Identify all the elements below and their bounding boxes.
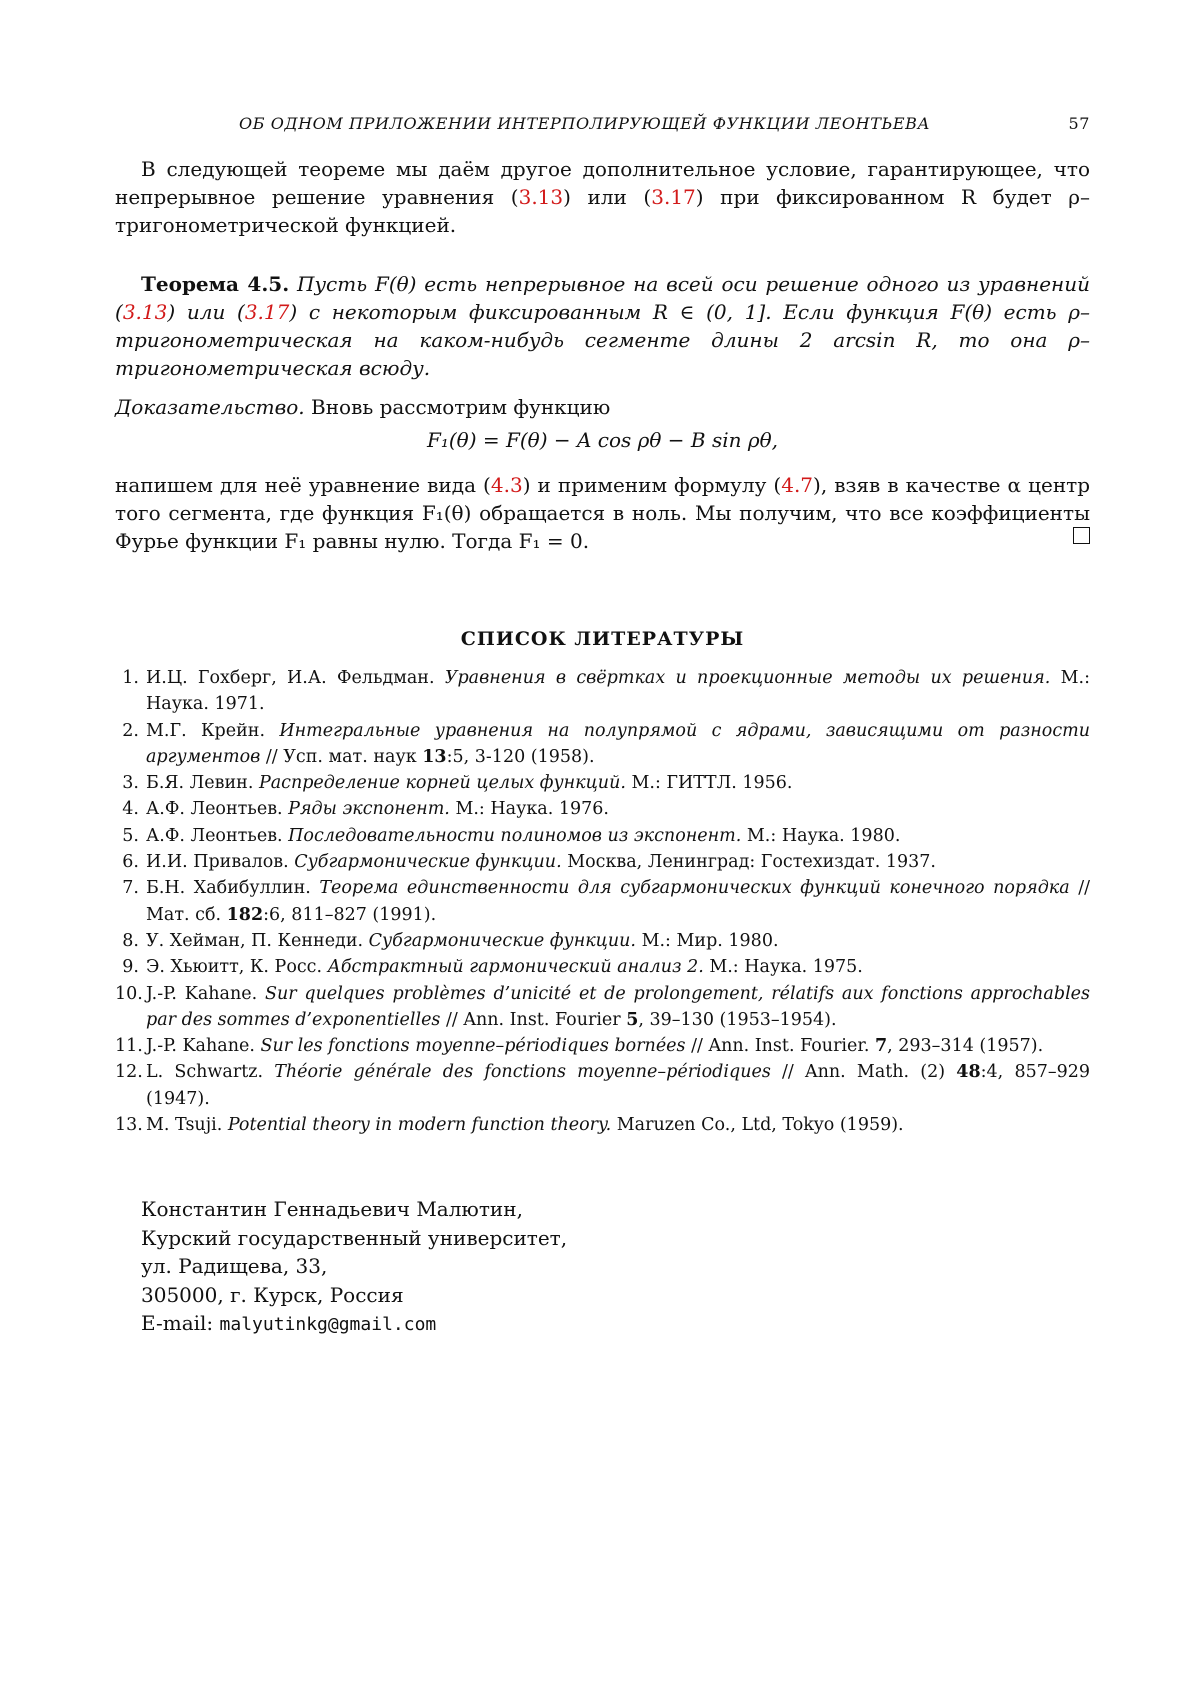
reference-authors: У. Хейман, П. Кеннеди. [146, 930, 369, 951]
reference-details: :6, 811–827 (1991). [263, 904, 437, 925]
reference-source: // Мат. сб. [146, 878, 1090, 925]
reference-authors: Б.Я. Левин. [146, 773, 259, 794]
reference-source: М.: Наука. 1980. [741, 825, 901, 846]
intro-text: ) или ( [563, 185, 652, 209]
email-label: E-mail: [141, 1311, 220, 1335]
reference-authors: J.-P. Kahane. [146, 983, 265, 1004]
reference-source: М.: Наука. 1975. [703, 957, 863, 978]
reference-item [115, 823, 1090, 849]
reference-title: Теорема единственности для субгармонических функций конечного порядка [319, 878, 1070, 899]
reference-source: М.: Наука. 1976. [449, 799, 609, 820]
reference-item [115, 954, 1090, 980]
reference-item [115, 1112, 1090, 1138]
reference-title: Абстрактный гармонический анализ 2. [327, 957, 704, 978]
author-city: 305000, г. Курск, Россия [141, 1282, 404, 1307]
reference-authors: J.-P. Kahane. [146, 1036, 261, 1057]
reference-volume: 13 [422, 746, 447, 767]
reference-number: 8. [122, 930, 139, 951]
reference-source: М.: Наука. 1971. [146, 668, 1090, 715]
reference-number: 2. [122, 720, 139, 741]
references-heading: СПИСОК ЛИТЕРАТУРЫ [460, 628, 745, 650]
reference-item [115, 665, 1090, 718]
reference-source: // Усп. мат. наук [260, 746, 423, 767]
reference-source: М.: Мир. 1980. [636, 930, 779, 951]
reference-source: // Ann. Inst. Fourier [440, 1009, 627, 1030]
intro-text: ) при фиксированном R будет ρ–тригонометрической функцией. [115, 185, 1090, 237]
reference-source: // Ann. Math. (2) [770, 1062, 957, 1083]
theorem-text: Пусть F(θ) есть непрерывное на всей оси решение одного из уравнений ( [115, 272, 1090, 324]
reference-source: // Ann. Inst. Fourier. [685, 1036, 875, 1057]
eq-link-3-13[interactable]: 3.13 [518, 185, 564, 209]
reference-item [115, 1033, 1090, 1059]
reference-authors: А.Ф. Леонтьев. [146, 799, 289, 820]
theorem-text: ) или ( [167, 300, 245, 324]
reference-title: Potential theory in modern function theory. [227, 1115, 612, 1136]
eq-link-3-17[interactable]: 3.17 [244, 300, 290, 324]
running-header [115, 114, 1090, 138]
reference-source: Maruzen Co., Ltd, Tokyo (1959). [611, 1115, 904, 1136]
reference-details: :4, 857–929 (1947). [146, 1062, 1090, 1109]
reference-number: 13. [115, 1115, 143, 1136]
reference-item [115, 796, 1090, 822]
reference-item [115, 718, 1090, 771]
proof-text: ), взяв в качестве α центр того сегмента, где функция F₁(θ) обращается в ноль. Мы получим, что все коэффициенты Фурье функции F₁ равны нулю. Тогда F₁ = 0. [115, 473, 1091, 553]
reference-authors: И.И. Привалов. [146, 852, 295, 873]
theorem-paragraph [115, 270, 1090, 382]
proof-label: Доказательство. [115, 395, 305, 419]
reference-number: 3. [122, 773, 139, 794]
reference-number: 6. [122, 852, 139, 873]
reference-details: , 39–130 (1953–1954). [638, 1009, 837, 1030]
eq-link-4-3[interactable]: 4.3 [490, 473, 523, 497]
reference-title: Уравнения в свёртках и проекционные методы их решения. [444, 668, 1051, 688]
reference-volume: 182 [226, 904, 264, 925]
reference-authors: И.Ц. Гохберг, И.А. Фельдман. [146, 668, 445, 688]
reference-item [115, 928, 1090, 954]
reference-source: Москва, Ленинград: Гостехиздат. 1937. [561, 852, 936, 873]
reference-number: 7. [122, 878, 139, 899]
reference-volume: 48 [956, 1062, 981, 1083]
reference-details: :5, 3-120 (1958). [446, 746, 595, 767]
eq-link-3-13[interactable]: 3.13 [122, 300, 168, 324]
author-name: Константин Геннадьевич Малютин, [141, 1197, 523, 1221]
reference-title: Субгармонические функции. [294, 852, 562, 873]
reference-title: Sur quelques problèmes d’unicité et de prolongement, rélatifs aux fonctions approchables par des sommes d’exponentielles [146, 983, 1091, 1030]
theorem-label: Теорема 4.5. [141, 272, 290, 296]
proof-intro [115, 393, 1090, 421]
reference-title: Последовательности полиномов из экспонент. [288, 825, 742, 846]
reference-authors: M. Tsuji. [146, 1115, 228, 1136]
author-affiliation: Курский государственный университет, [141, 1225, 568, 1250]
proof-text: напишем для неё уравнение вида ( [115, 473, 491, 497]
reference-title: Распределение корней целых функций. [258, 773, 626, 794]
reference-title: Субгармонические функции. [368, 930, 636, 951]
proof-text: Вновь рассмотрим функцию [304, 395, 611, 419]
reference-number: 4. [122, 799, 139, 820]
reference-title: Sur les fonctions moyenne–périodiques bornées [260, 1036, 686, 1057]
reference-details: , 293–314 (1957). [887, 1036, 1044, 1057]
reference-item [115, 770, 1090, 796]
reference-volume: 7 [874, 1036, 888, 1057]
author-address [141, 1195, 567, 1340]
references-list [115, 665, 1090, 1138]
reference-number: 12. [115, 1062, 143, 1083]
author-email-line [141, 1309, 567, 1340]
display-formula: F₁(θ) = F(θ) − A cos ρθ − B sin ρθ, [426, 428, 779, 452]
reference-title: Ряды экспонент. [288, 799, 450, 820]
page-number: 57 [1068, 114, 1090, 133]
proof-paragraph [115, 471, 1090, 555]
email-link[interactable]: malyutinkg@gmail.com [219, 1314, 437, 1335]
intro-paragraph [115, 155, 1090, 239]
theorem-text: ) с некоторым фиксированным R ∈ (0, 1]. Если функция F(θ) есть ρ–тригонометрическая на каком-нибудь сегменте длины 2 arcsin R, то она ρ–тригонометрическая всюду. [115, 300, 1091, 380]
running-title: ОБ ОДНОМ ПРИЛОЖЕНИИ ИНТЕРПОЛИРУЮЩЕЙ ФУНКЦИИ ЛЕОНТЬЕВА [239, 114, 931, 133]
reference-number: 5. [122, 825, 139, 846]
reference-number: 10. [115, 983, 143, 1004]
eq-link-3-17[interactable]: 3.17 [651, 185, 696, 209]
reference-authors: М.Г. Крейн. [146, 720, 280, 741]
reference-item [115, 981, 1090, 1034]
reference-source: М.: ГИТТЛ. 1956. [625, 773, 793, 794]
reference-title: Интегральные уравнения на полупрямой с ядрами, зависящими от разности аргументов [146, 720, 1091, 767]
reference-number: 1. [122, 668, 139, 688]
reference-number: 9. [122, 957, 139, 978]
reference-item [115, 1059, 1090, 1112]
reference-authors: А.Ф. Леонтьев. [146, 825, 289, 846]
reference-number: 11. [115, 1036, 143, 1057]
author-street: ул. Радищева, 33, [141, 1254, 328, 1278]
qed-square-icon [1073, 527, 1090, 544]
reference-item [115, 849, 1090, 875]
reference-authors: Э. Хьюитт, К. Росс. [146, 957, 328, 978]
reference-authors: Б.Н. Хабибуллин. [146, 878, 320, 899]
reference-volume: 5 [626, 1009, 639, 1030]
intro-text: В следующей теореме мы даём другое дополнительное условие, гарантирующее, что непрерывное решение уравнения ( [115, 157, 1090, 209]
eq-link-4-7[interactable]: 4.7 [781, 473, 814, 497]
reference-title: Théorie générale des fonctions moyenne–périodiques [274, 1062, 771, 1083]
proof-text: ) и применим формулу ( [522, 473, 782, 497]
reference-authors: L. Schwartz. [146, 1062, 275, 1083]
reference-item [115, 875, 1090, 928]
